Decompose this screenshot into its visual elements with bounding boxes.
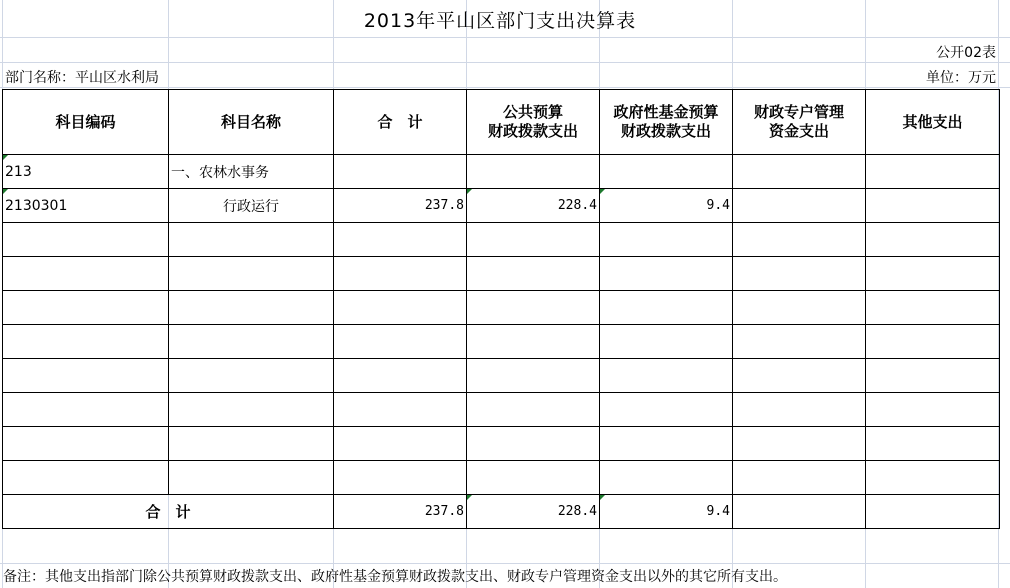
cell-fund[interactable]: 9.4 bbox=[600, 189, 733, 223]
header-special-account[interactable]: 财政专户管理 资金支出 bbox=[733, 90, 866, 155]
empty-row bbox=[3, 359, 1000, 393]
header-total[interactable]: 合 计 bbox=[334, 90, 467, 155]
empty-row bbox=[3, 461, 1000, 495]
total-label[interactable]: 合 计 bbox=[3, 495, 334, 529]
cell-name[interactable]: 一、农林水事务 bbox=[169, 155, 334, 189]
cell-code[interactable]: 2130301 bbox=[3, 189, 169, 223]
header-fund-budget[interactable]: 政府性基金预算 财政拨款支出 bbox=[600, 90, 733, 155]
cell-fund[interactable] bbox=[600, 155, 733, 189]
cell-special[interactable] bbox=[733, 155, 866, 189]
total-fund[interactable]: 9.4 bbox=[600, 495, 733, 529]
cell-public[interactable]: 228.4 bbox=[467, 189, 600, 223]
form-code: 公开02表 bbox=[936, 45, 996, 61]
table-row bbox=[3, 155, 1000, 189]
header-code[interactable]: 科目编码 bbox=[3, 90, 169, 155]
empty-row bbox=[3, 325, 1000, 359]
footnote: 备注：其他支出指部门除公共预算财政拨款支出、政府性基金预算财政拨款支出、财政专户管理资金支出以外的其它所有支出。 bbox=[3, 569, 787, 585]
total-other[interactable] bbox=[866, 495, 1000, 529]
total-amount[interactable]: 237.8 bbox=[334, 495, 467, 529]
cell-other[interactable] bbox=[866, 155, 1000, 189]
cell-special[interactable] bbox=[733, 189, 866, 223]
empty-row bbox=[3, 393, 1000, 427]
empty-row bbox=[3, 291, 1000, 325]
empty-row bbox=[3, 427, 1000, 461]
cell-total[interactable]: 237.8 bbox=[334, 189, 467, 223]
unit-label: 单位：万元 bbox=[926, 70, 996, 86]
cell-name[interactable]: 行政运行 bbox=[169, 189, 334, 223]
cell-total[interactable] bbox=[334, 155, 467, 189]
empty-row bbox=[3, 223, 1000, 257]
total-row bbox=[3, 495, 1000, 529]
header-other[interactable]: 其他支出 bbox=[866, 90, 1000, 155]
expenditure-table bbox=[2, 89, 1000, 529]
header-row bbox=[3, 90, 1000, 155]
total-special[interactable] bbox=[733, 495, 866, 529]
cell-code[interactable]: 213 bbox=[3, 155, 169, 189]
header-public-budget[interactable]: 公共预算 财政拨款支出 bbox=[467, 90, 600, 155]
cell-public[interactable] bbox=[467, 155, 600, 189]
header-name[interactable]: 科目名称 bbox=[169, 90, 334, 155]
report-title: 2013年平山区部门支出决算表 bbox=[363, 10, 637, 32]
department-name: 部门名称：平山区水利局 bbox=[5, 70, 159, 86]
total-public[interactable]: 228.4 bbox=[467, 495, 600, 529]
empty-row bbox=[3, 257, 1000, 291]
table-row bbox=[3, 189, 1000, 223]
cell-other[interactable] bbox=[866, 189, 1000, 223]
